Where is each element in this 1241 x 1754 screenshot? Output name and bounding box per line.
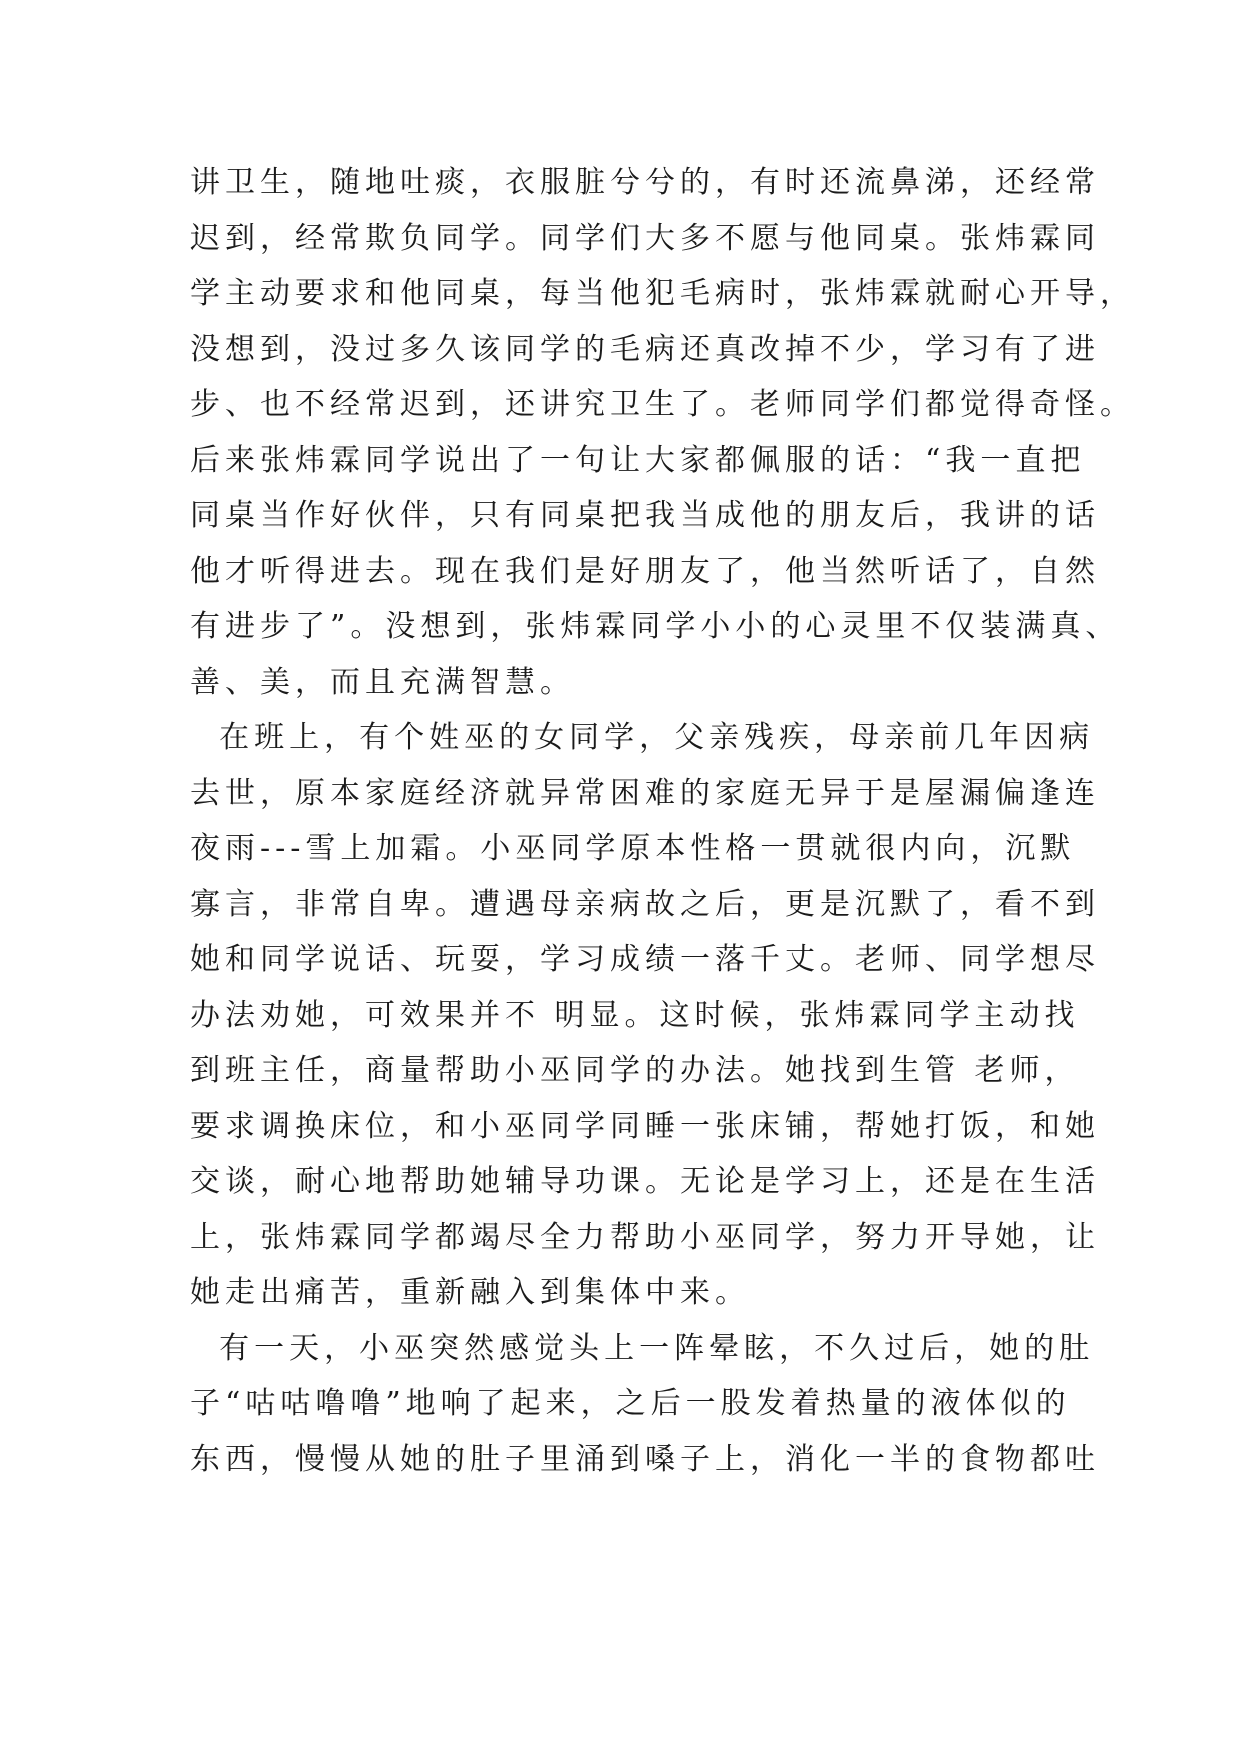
text-line: 在班上，有个姓巫的女同学，父亲残疾，母亲前几年因病 [190,720,1095,755]
text-line: 东西，慢慢从她的肚子里涌到嗓子上，消化一半的食物都吐 [190,1441,1100,1477]
text-line: 到班主任，商量帮助小巫同学的办法。她找到生管 老师， [190,1053,1080,1088]
text-line: 步、也不经常迟到，还讲究卫生了。老师同学们都觉得奇怪。 [190,387,1135,422]
text-line: 去世，原本家庭经济就异常困难的家庭无异于是屋漏偏逢连 [190,775,1100,811]
text-line: 没想到，没过多久该同学的毛病还真改掉不少，学习有了进 [190,331,1100,367]
text-line: 善、美，而且充满智慧。 [190,664,575,700]
text-line: 学主动要求和他同桌，每当他犯毛病时，张炜霖就耐心开导， [190,276,1135,311]
text-line: 讲卫生，随地吐痰，衣服脏兮兮的，有时还流鼻涕，还经常 [190,165,1100,200]
text-line: 有一天，小巫突然感觉头上一阵晕眩，不久过后，她的肚 [190,1330,1095,1366]
text-line: 后来张炜霖同学说出了一句让大家都佩服的话：“我一直把 [190,442,1086,478]
text-line: 要求调换床位，和小巫同学同睡一张床铺，帮她打饭，和她 [190,1108,1100,1144]
text-line: 有进步了”。没想到，张炜霖同学小小的心灵里不仅装满真、 [190,609,1121,644]
text-line: 寡言，非常自卑。遭遇母亲病故之后，更是沉默了，看不到 [190,886,1100,922]
text-line: 子“咕咕噜噜”地响了起来，之后一股发着热量的液体似的 [190,1386,1071,1421]
text-line: 她走出痛苦，重新融入到集体中来。 [190,1275,750,1310]
text-line: 迟到，经常欺负同学。同学们大多不愿与他同桌。张炜霖同 [190,220,1100,256]
text-line: 办法劝她，可效果并不 明显。这时候，张炜霖同学主动找 [190,997,1080,1033]
text-line: 上，张炜霖同学都竭尽全力帮助小巫同学，努力开导她，让 [190,1219,1100,1255]
text-line: 夜雨---雪上加霜。小巫同学原本性格一贯就很内向，沉默 [190,831,1076,866]
text-line: 交谈，耐心地帮助她辅导功课。无论是学习上，还是在生活 [190,1164,1100,1199]
text-line: 同桌当作好伙伴，只有同桌把我当成他的朋友后，我讲的话 [190,498,1100,533]
text-line: 他才听得进去。现在我们是好朋友了，他当然听话了，自然 [190,553,1100,589]
document-body [190,155,1190,1487]
text-line: 她和同学说话、玩耍，学习成绩一落千丈。老师、同学想尽 [190,942,1100,977]
